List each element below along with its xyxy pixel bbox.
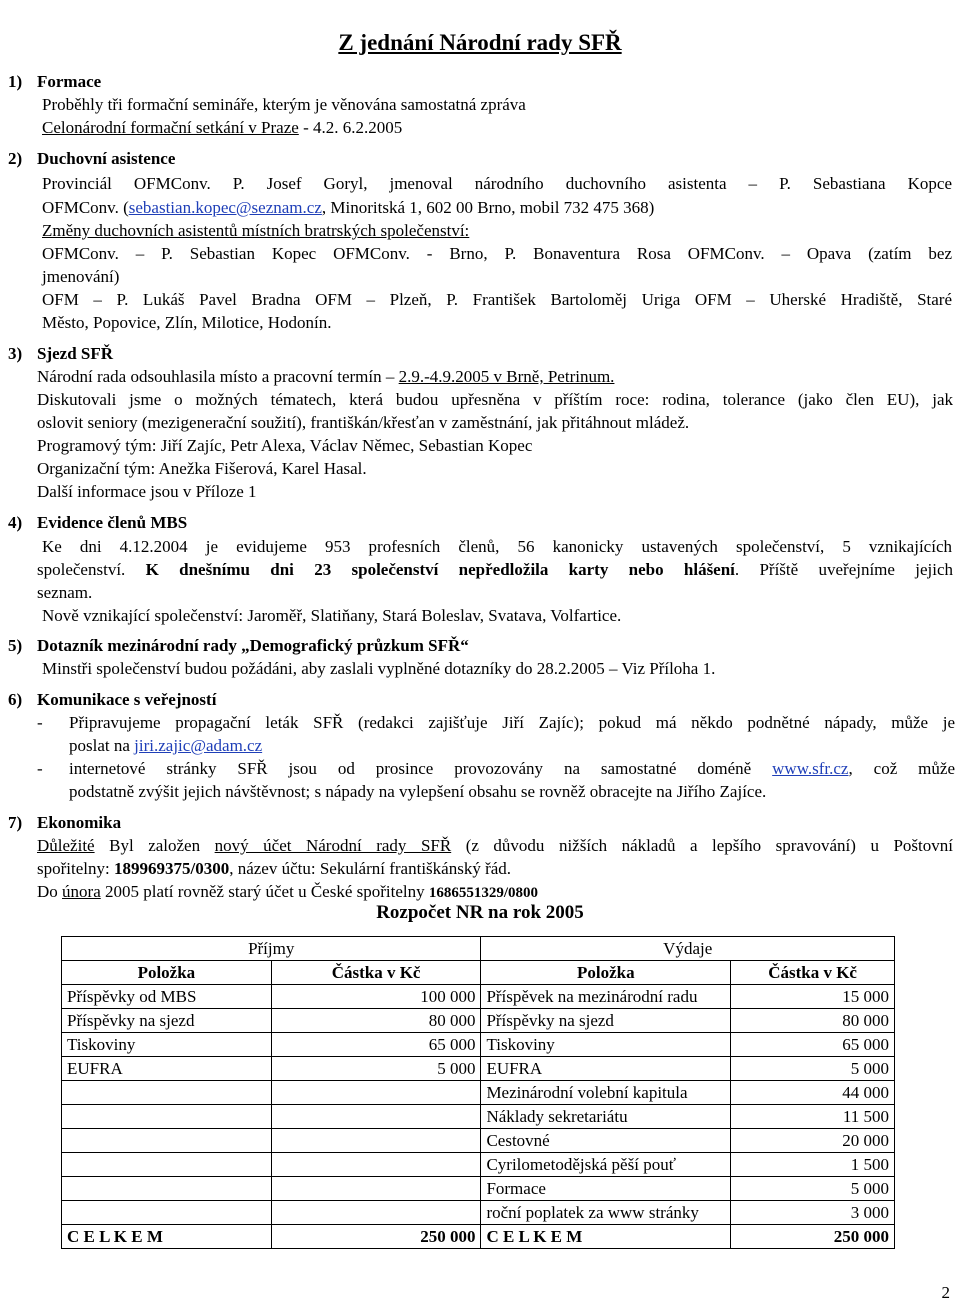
income-amount bbox=[271, 1177, 481, 1201]
paragraph-line: jmenování) bbox=[42, 267, 120, 286]
section-number: 7) bbox=[8, 813, 23, 832]
bullet-line: podstatně zvýšit jejich návštěvnost; s nápady na vylepšení obsahu se rovněž obracejte na Jiřího Zajíce. bbox=[69, 782, 767, 801]
expense-item: Tiskoviny bbox=[481, 1033, 731, 1057]
email-link-zajic[interactable]: jiri.zajic@adam.cz bbox=[134, 736, 263, 755]
section-title: Komunikace s veřejností bbox=[37, 690, 217, 709]
section-number: 4) bbox=[8, 513, 23, 532]
expense-amount: 44 000 bbox=[731, 1081, 895, 1105]
income-total: 250 000 bbox=[271, 1225, 481, 1249]
expense-item: EUFRA bbox=[481, 1057, 731, 1081]
paragraph-line: seznam. bbox=[37, 583, 93, 602]
expense-total-label: C E L K E M bbox=[481, 1225, 731, 1249]
expense-amount: 5 000 bbox=[731, 1057, 895, 1081]
budget-column-header-row bbox=[62, 961, 895, 985]
section-number: 1) bbox=[8, 72, 23, 91]
text-span: internetové stránky SFŘ jsou od prosince provozovány na samostatné doméně bbox=[69, 759, 773, 778]
paragraph-line: Organizační tým: Anežka Fišerová, Karel Hasal. bbox=[37, 459, 367, 478]
income-header: Příjmy bbox=[62, 937, 481, 961]
income-total-label: C E L K E M bbox=[62, 1225, 272, 1249]
expense-item: Náklady sekretariátu bbox=[481, 1105, 731, 1129]
col-item-header: Položka bbox=[481, 961, 731, 985]
old-account-number: 1686551329/0800 bbox=[428, 885, 539, 901]
paragraph-line: Další informace jsou v Příloze 1 bbox=[37, 482, 257, 501]
paragraph-line bbox=[37, 834, 953, 857]
section-komunikace bbox=[8, 688, 956, 711]
expense-amount: 65 000 bbox=[731, 1033, 895, 1057]
bullet-line bbox=[69, 734, 955, 757]
expense-header: Výdaje bbox=[481, 937, 895, 961]
underlined-text: nový účet Národní rady SFŘ bbox=[214, 836, 452, 855]
text-span: OFMConv. ( bbox=[42, 198, 129, 217]
expense-amount: 20 000 bbox=[731, 1129, 895, 1153]
income-amount: 100 000 bbox=[271, 985, 481, 1009]
section-ekonomika bbox=[8, 811, 956, 834]
budget-row bbox=[62, 1033, 895, 1057]
paragraph-line: Nově vznikající společenství: Jaroměř, Slatiňany, Stará Boleslav, Svatava, Volfartice. bbox=[42, 606, 622, 625]
income-amount: 5 000 bbox=[271, 1057, 481, 1081]
income-amount bbox=[271, 1201, 481, 1225]
text-span: , což může bbox=[848, 759, 956, 778]
expense-item: Cestovné bbox=[481, 1129, 731, 1153]
bullet-line bbox=[69, 757, 955, 780]
income-item bbox=[62, 1105, 272, 1129]
income-item: Tiskoviny bbox=[62, 1033, 272, 1057]
budget-total-row bbox=[62, 1225, 895, 1249]
expense-amount: 15 000 bbox=[731, 985, 895, 1009]
paragraph-line: Město, Popovice, Zlín, Milotice, Hodonín. bbox=[42, 313, 332, 332]
bullet-dash: - bbox=[37, 713, 43, 732]
website-link[interactable]: www.sfr.cz bbox=[772, 759, 849, 778]
expense-item: Mezinárodní volební kapitula bbox=[481, 1081, 731, 1105]
income-amount bbox=[271, 1153, 481, 1177]
paragraph-line bbox=[42, 196, 960, 219]
expense-amount: 3 000 bbox=[731, 1201, 895, 1225]
text-span: poslat na bbox=[69, 736, 135, 755]
page-title: Z jednání Národní rady SFŘ bbox=[338, 30, 622, 55]
income-amount: 80 000 bbox=[271, 1009, 481, 1033]
paragraph-line: Ke dni 4.12.2004 je evidujeme 953 profesních členů, 56 kanonicky ustavených společenství, 5 vznikajících bbox=[42, 537, 952, 556]
expense-total: 250 000 bbox=[731, 1225, 895, 1249]
text-span: společenství. bbox=[37, 560, 146, 579]
account-number: 189969375/0300 bbox=[113, 859, 230, 878]
section-formace bbox=[8, 70, 956, 93]
income-item bbox=[62, 1129, 272, 1153]
income-item: Příspěvky na sjezd bbox=[62, 1009, 272, 1033]
text-span: , název účtu: Sekulární františkánský řád. bbox=[229, 859, 512, 878]
bullet-line: Připravujeme propagační leták SFŘ (redakci zajišťuje Jiří Zajíc); pokud má někdo podnětné nápady, může je bbox=[69, 713, 955, 732]
expense-item: roční poplatek za www stránky bbox=[481, 1201, 731, 1225]
budget-row bbox=[62, 1057, 895, 1081]
income-item bbox=[62, 1201, 272, 1225]
section-evidence bbox=[8, 511, 956, 534]
paragraph-line bbox=[37, 558, 953, 581]
expense-item: Formace bbox=[481, 1177, 731, 1201]
paragraph-line: oslovit seniory (mezigenerační soužití), františkán/křesťan v zaměstnání, jak přitáhnout mládež. bbox=[37, 413, 690, 432]
budget-row bbox=[62, 1009, 895, 1033]
income-item bbox=[62, 1177, 272, 1201]
section-number: 2) bbox=[8, 149, 23, 168]
section-duchovni-asistence bbox=[8, 147, 956, 170]
paragraph-line: OFM – P. Lukáš Pavel Bradna OFM – Plzeň, P. František Bartoloměj Uriga OFM – Uherské Hradiště, Staré bbox=[42, 290, 952, 309]
budget-row bbox=[62, 1129, 895, 1153]
income-item bbox=[62, 1081, 272, 1105]
income-item: EUFRA bbox=[62, 1057, 272, 1081]
text-span: 2005 platí rovněž starý účet u České spořitelny bbox=[100, 882, 429, 901]
expense-item: Příspěvky na sjezd bbox=[481, 1009, 731, 1033]
underlined-text: února bbox=[62, 882, 101, 901]
expense-amount: 5 000 bbox=[731, 1177, 895, 1201]
budget-row bbox=[62, 1081, 895, 1105]
underlined-text: 2.9.-4.9.2005 v Brně, Petrinum. bbox=[398, 367, 615, 386]
income-amount bbox=[271, 1129, 481, 1153]
budget-table bbox=[61, 936, 895, 1249]
text-span: Národní rada odsouhlasila místo a pracovní termín – bbox=[37, 367, 399, 386]
text-span: (z důvodu nižších nákladů a lepšího spravování) u Poštovní bbox=[451, 836, 953, 855]
expense-amount: 11 500 bbox=[731, 1105, 895, 1129]
date-range: - 4.2. 6.2.2005 bbox=[298, 118, 403, 137]
col-item-header: Položka bbox=[62, 961, 272, 985]
text-span: spořitelny: bbox=[37, 859, 114, 878]
paragraph-line: Změny duchovních asistentů místních bratrských společenství: bbox=[42, 221, 470, 240]
income-amount bbox=[271, 1105, 481, 1129]
budget-header-row bbox=[62, 937, 895, 961]
paragraph-line: Provinciál OFMConv. P. Josef Goryl, jmenoval národního duchovního asistenta – P. Sebastiana Kopce bbox=[42, 174, 952, 193]
text-span: Byl založen bbox=[94, 836, 215, 855]
paragraph-line: Proběhly tři formační semináře, kterým je věnována samostatná zpráva bbox=[42, 95, 526, 114]
text-span: . Příště uveřejníme jejich bbox=[734, 560, 954, 579]
section-number: 5) bbox=[8, 636, 23, 655]
text-span: , Minoritská 1, 602 00 Brno, mobil 732 475 368) bbox=[321, 198, 655, 217]
expense-item: Příspěvek na mezinárodní radu bbox=[481, 985, 731, 1009]
section-title: Formace bbox=[37, 72, 102, 91]
section-title: Sjezd SFŘ bbox=[37, 344, 114, 363]
underlined-text: Důležité bbox=[37, 836, 95, 855]
underlined-text: Celonárodní formační setkání v Praze bbox=[42, 118, 299, 137]
bullet-dash: - bbox=[37, 759, 43, 778]
budget-row bbox=[62, 1177, 895, 1201]
section-sjezd bbox=[8, 342, 956, 365]
col-amount-header: Částka v Kč bbox=[731, 961, 895, 985]
section-dotaznik bbox=[8, 634, 956, 657]
paragraph-line bbox=[42, 116, 960, 139]
section-title: Duchovní asistence bbox=[37, 149, 176, 168]
section-title: Dotazník mezinárodní rady „Demografický průzkum SFŘ“ bbox=[37, 636, 469, 655]
paragraph-line: OFMConv. – P. Sebastian Kopec OFMConv. - Brno, P. Bonaventura Rosa OFMConv. – Opava (zatím bez bbox=[42, 244, 952, 263]
page-number: 2 bbox=[941, 1283, 950, 1302]
income-amount: 65 000 bbox=[271, 1033, 481, 1057]
paragraph-line bbox=[37, 365, 955, 388]
budget-table-body bbox=[62, 937, 895, 1249]
col-amount-header: Částka v Kč bbox=[271, 961, 481, 985]
section-title: Ekonomika bbox=[37, 813, 122, 832]
section-number: 6) bbox=[8, 690, 23, 709]
expense-amount: 1 500 bbox=[731, 1153, 895, 1177]
budget-row bbox=[62, 1105, 895, 1129]
income-amount bbox=[271, 1081, 481, 1105]
paragraph-line: Minstři společenství budou požádáni, aby zaslali vyplněné dotazníky do 28.2.2005 – Viz Příloha 1. bbox=[42, 659, 716, 678]
expense-amount: 80 000 bbox=[731, 1009, 895, 1033]
budget-row bbox=[62, 985, 895, 1009]
expense-item: Cyrilometodějská pěší pouť bbox=[481, 1153, 731, 1177]
section-title: Evidence členů MBS bbox=[37, 513, 188, 532]
paragraph-line: Diskutovali jsme o možných tématech, která budou upřesněna v příštím roce: rodina, tolerance (jako člen EU), jak bbox=[37, 390, 953, 409]
bold-text: K dnešnímu dni 23 společenství nepředložila karty nebo hlášení bbox=[145, 560, 735, 579]
income-item bbox=[62, 1153, 272, 1177]
budget-title: Rozpočet NR na rok 2005 bbox=[376, 902, 584, 923]
paragraph-line bbox=[37, 857, 955, 880]
paragraph-line: Programový tým: Jiří Zajíc, Petr Alexa, Václav Němec, Sebastian Kopec bbox=[37, 436, 533, 455]
section-number: 3) bbox=[8, 344, 23, 363]
email-link-kopec[interactable]: sebastian.kopec@seznam.cz bbox=[128, 198, 322, 217]
income-item: Příspěvky od MBS bbox=[62, 985, 272, 1009]
budget-row bbox=[62, 1153, 895, 1177]
budget-row bbox=[62, 1201, 895, 1225]
text-span: Do bbox=[37, 882, 63, 901]
